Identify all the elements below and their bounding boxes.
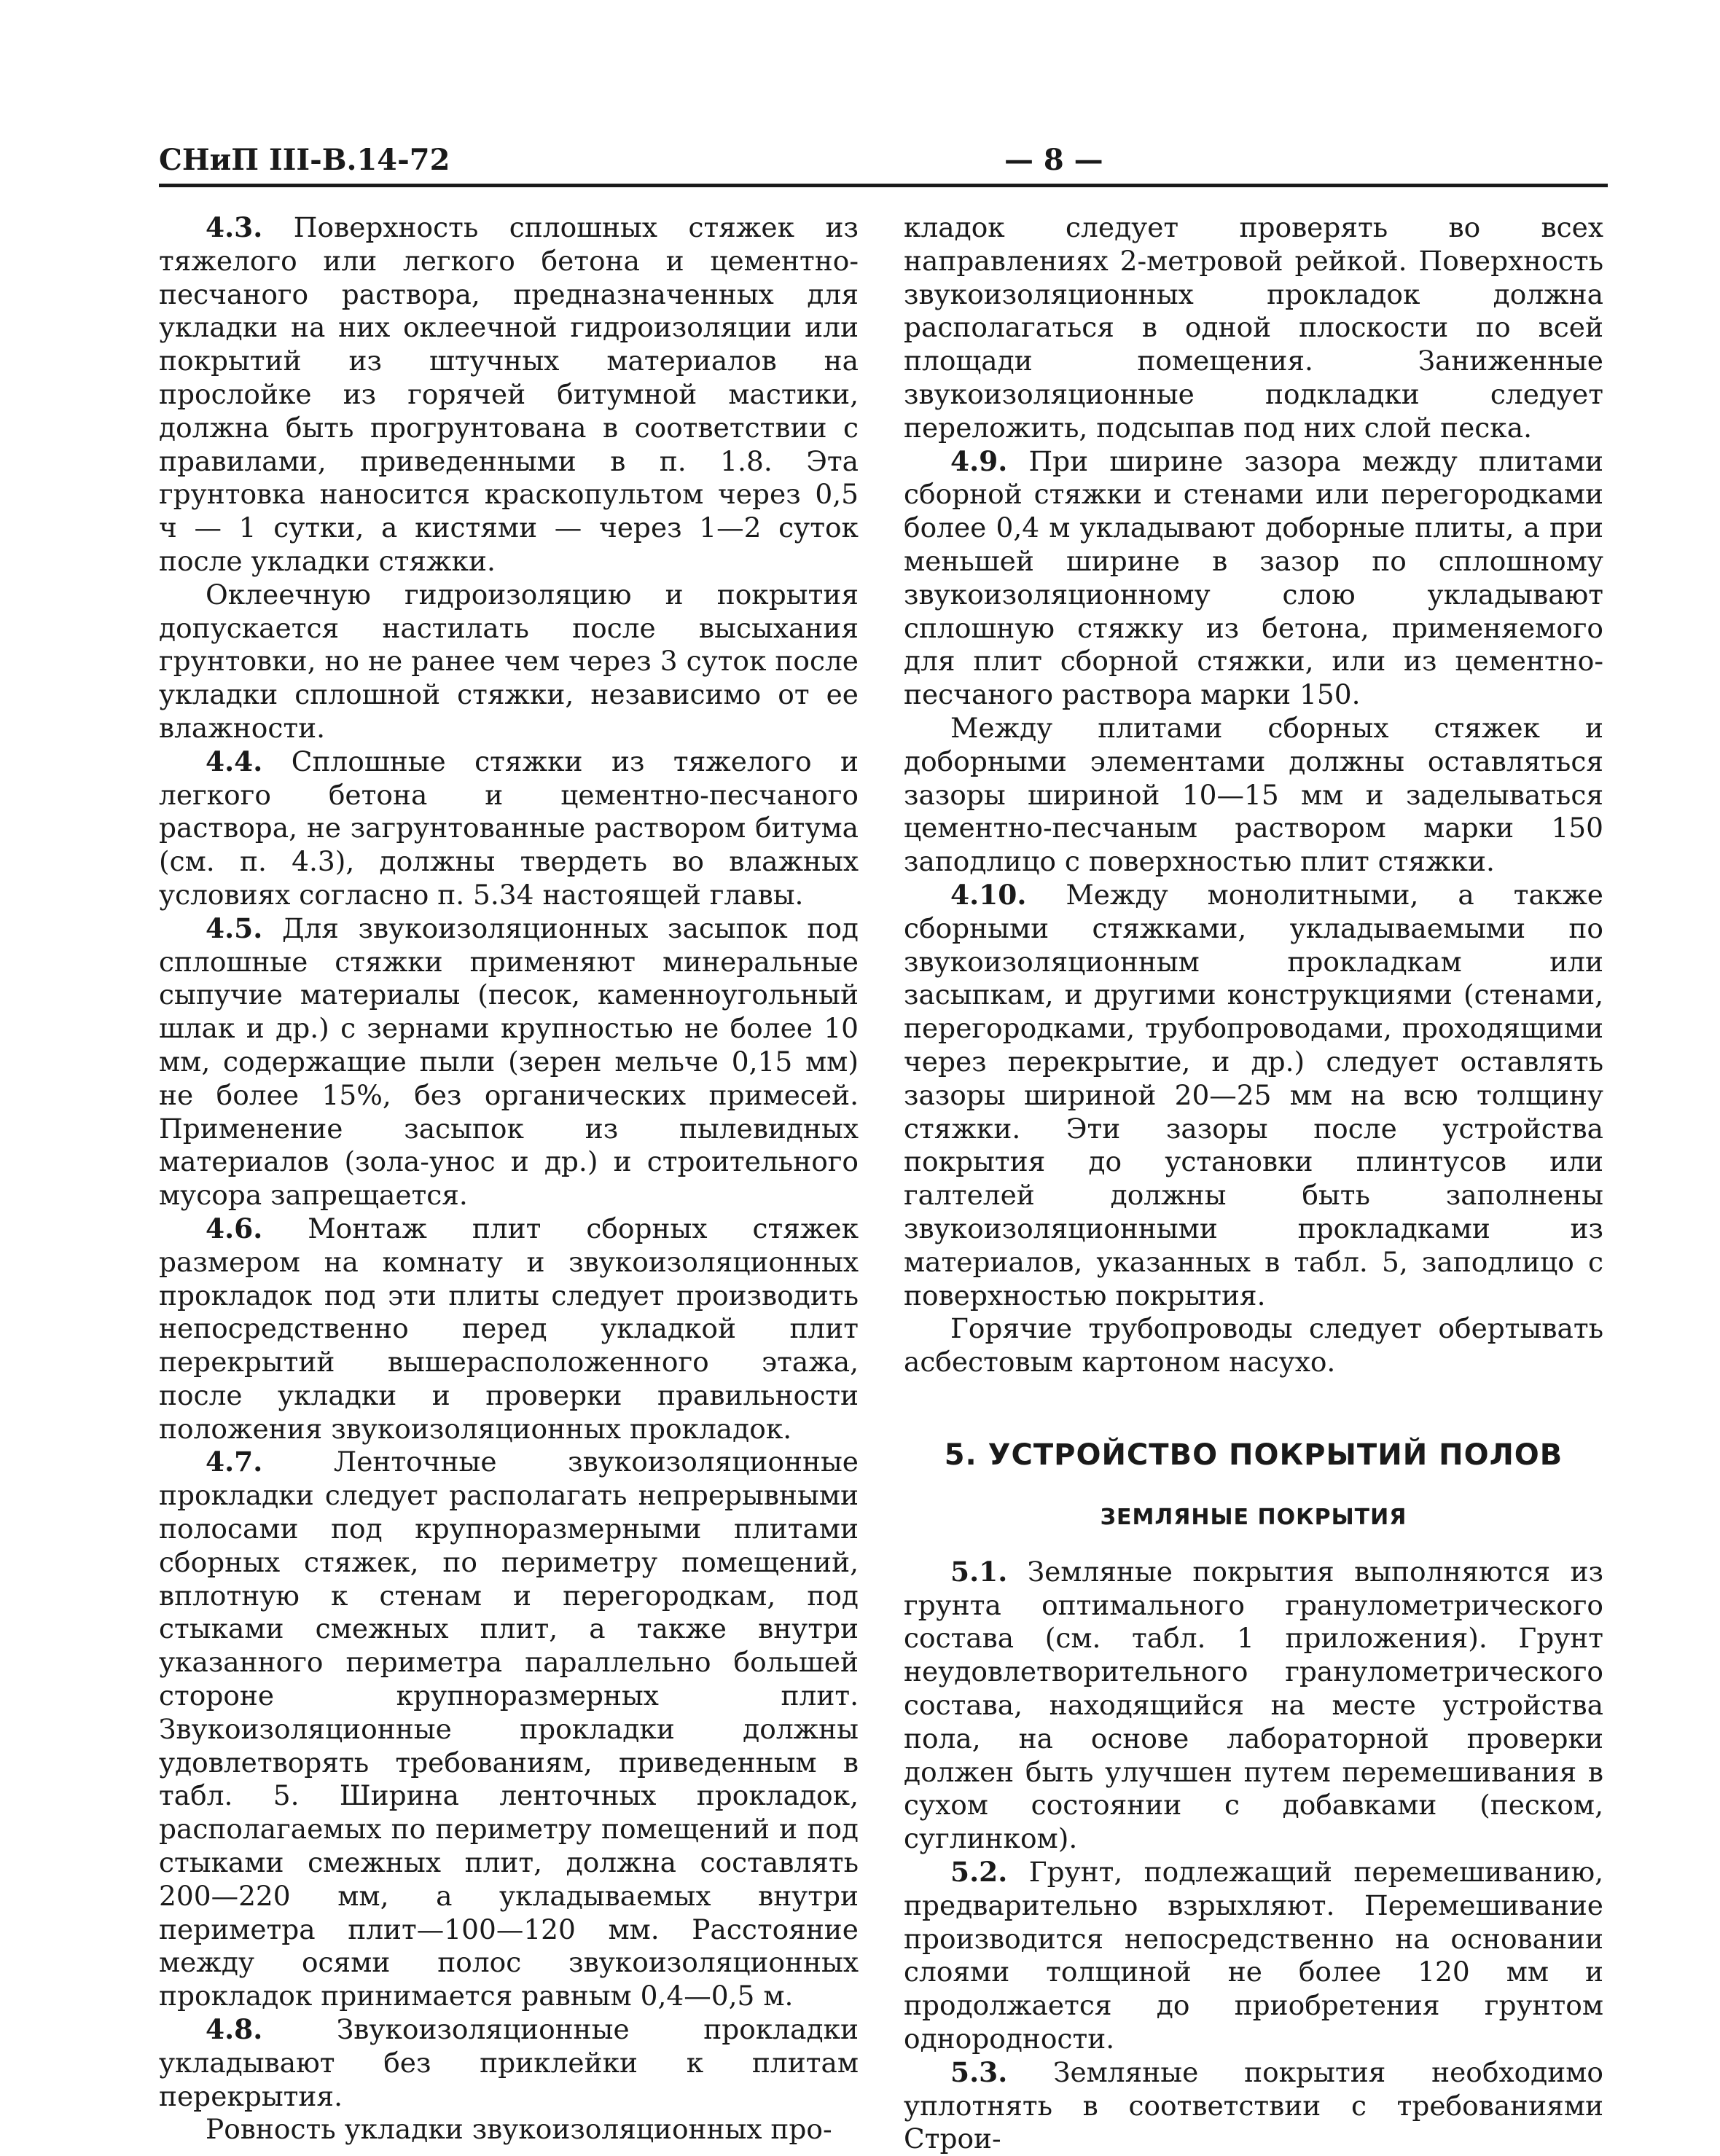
paragraph-text: При ширине зазора между плитами сборной стяжки и стенами или перегородками более 0,4 м укладывают доборные плиты, а при меньшей ширине в зазор по сплошному звукоизоляционному слою укладывают сплошную стяжку из бетона, применяемого для плит сборной стяжки, или из цементно-песчаного раствора марки 150. — [904, 444, 1604, 711]
paragraph — [904, 712, 1603, 879]
paragraph — [159, 579, 859, 745]
clause-number: 4.7. — [206, 1446, 263, 1478]
paragraph-text: Горячие трубопроводы следует обертывать асбестовым картоном насухо. — [904, 1312, 1603, 1379]
clause-number: 4.9. — [950, 444, 1008, 477]
right-column — [904, 211, 1603, 2156]
paragraph — [159, 211, 859, 579]
document-code: СНиП III-В.14-72 — [159, 143, 450, 177]
paragraph-text: Сплошные стяжки из тяжелого и легкого бетона и цементно-песчаного раствора, не загрунтованные раствором битума (см. п. 4.3), должны твердеть во влажных условиях согласно п. 5.34 настоящей главы. — [159, 745, 859, 911]
paragraph — [159, 912, 859, 1212]
clause-number: 4.10. — [950, 878, 1027, 911]
paragraph-text: Поверхность сплошных стяжек из тяжелого или легкого бетона и цементно-песчаного раствора, предназначенных для укладки на них оклеечной гидроизоляции или покрытий из штучных материалов на прослойке из горячей битумной мастики, должна быть прогрунтована в соответствии с правилами, приведенными в п. 1.8. Эта грунтовка наносится краскопультом через 0,5 ч — 1 сутки, а кистями — через 1—2 суток после укладки стяжки. — [159, 211, 859, 577]
paragraph-text: Между плитами сборных стяжек и доборными элементами должны оставляться зазоры шириной 10—15 мм и заделываться цементно-песчаным раствором марки 150 заподлицо с поверхностью плит стяжки. — [904, 711, 1603, 878]
paragraph-text: Для звукоизоляционных засыпок под сплошные стяжки применяют минеральные сыпучие материалы (песок, каменноугольный шлак и др.) с зернами крупностью не более 10 мм, содержащие пыли (зерен мельче 0,15 мм) не более 15%, без органических примесей. Применение засыпок из пылевидных материалов (зола-унос и др.) и строительного мусора запрещается. — [159, 912, 859, 1212]
paragraph — [159, 745, 859, 912]
right-column-bottom — [904, 1556, 1603, 2156]
paragraph — [904, 2056, 1603, 2156]
left-column — [159, 211, 859, 2147]
paragraph — [159, 2013, 859, 2113]
paragraph-text: Грунт, подлежащий перемешиванию, предварительно взрыхляют. Перемешивание производится непосредственно на основании слоями толщиной не более 120 мм и продолжается до приобретения грунтом однородности. — [904, 1856, 1604, 2055]
clause-number: 4.6. — [206, 1212, 263, 1244]
paragraph — [159, 2113, 859, 2147]
paragraph — [159, 1446, 859, 2013]
paragraph — [904, 1856, 1603, 2056]
section-subtitle: ЗЕМЛЯНЫЕ ПОКРЫТИЯ — [1100, 1504, 1407, 1530]
paragraph — [904, 211, 1603, 445]
right-column-top — [904, 211, 1603, 1379]
clause-number: 4.5. — [206, 912, 263, 944]
paragraph-text: Звукоизоляционные прокладки укладывают без приклейки к плитам перекрытия. — [159, 2013, 859, 2112]
paragraph-text: Ленточные звукоизоляционные прокладки следует располагать непрерывными полосами под крупноразмерными плитами сборных стяжек, по периметру помещений, вплотную к стенам и перегородкам, под стыками смежных плит, а также внутри указанного периметра параллельно большей стороне крупноразмерных плит. Звукоизоляционные прокладки должны удовлетворять требованиям, приведенным в табл. 5. Ширина ленточных прокладок, располагаемых по периметру помещений и под стыками смежных плит, должна составлять 200—220 мм, а укладываемых внутри периметра плит—100—120 мм. Расстояние между осями полос звукоизоляционных прокладок принимается равным 0,4—0,5 м. — [159, 1446, 859, 2012]
paragraph-text: Оклеечную гидроизоляцию и покрытия допускается настилать после высыхания грунтовки, но не ранее чем через 3 суток после укладки сплошной стяжки, независимо от ее влажности. — [159, 578, 859, 744]
paragraph — [904, 1556, 1603, 1856]
paragraph — [159, 1212, 859, 1446]
page-number: — 8 — — [1004, 143, 1103, 177]
clause-number: 4.8. — [206, 2013, 263, 2046]
paragraph — [904, 445, 1603, 712]
paragraph-text: Земляные покрытия выполняются из грунта оптимального гранулометрического состава (см. табл. 1 приложения). Грунт неудовлетворительного гранулометрического состава, находящийся на месте устройства пола, на основе лабораторной проверки должен быть улучшен путем перемешивания в сухом состоянии с добавками (песком, суглинком). — [904, 1555, 1604, 1855]
paragraph — [904, 1312, 1603, 1379]
clause-number: 4.4. — [206, 745, 263, 777]
clause-number: 5.1. — [950, 1555, 1008, 1588]
paragraph-text: Ровность укладки звукоизоляционных про- — [206, 2113, 832, 2146]
paragraph-text: Монтаж плит сборных стяжек размером на комнату и звукоизоляционных прокладок под эти плиты следует производить непосредственно перед укладкой плит перекрытий вышерасположенного этажа, после укладки и проверки правильности положения звукоизоляционных прокладок. — [159, 1212, 859, 1445]
paragraph-text: Земляные покрытия необходимо уплотнять в соответствии с требованиями Строи- — [904, 2055, 1604, 2155]
clause-number: 5.3. — [950, 2055, 1008, 2088]
section-title: 5. УСТРОЙСТВО ПОКРЫТИЙ ПОЛОВ — [944, 1438, 1563, 1472]
clause-number: 5.2. — [950, 1856, 1008, 1889]
paragraph-text: кладок следует проверять во всех направлениях 2-метровой рейкой. Поверхность звукоизоляционных прокладок должна располагаться в одной плоскости по всей площади помещения. Заниженные звукоизоляционные подкладки следует переложить, подсыпав под них слой песка. — [904, 211, 1603, 444]
page-header — [159, 143, 1608, 187]
clause-number: 4.3. — [206, 211, 263, 243]
paragraph — [904, 879, 1603, 1312]
paragraph-text: Между монолитными, а также сборными стяжками, укладываемыми по звукоизоляционным прокладкам или засыпкам, и другими конструкциями (стенами, перегородками, трубопроводами, проходящими через перекрытие, и др.) следует оставлять зазоры шириной 20—25 мм на всю толщину стяжки. Эти зазоры после устройства покрытия до установки плинтусов или галтелей должны быть заполнены звукоизоляционными прокладками из материалов, указанных в табл. 5, заподлицо с поверхностью покрытия. — [904, 878, 1604, 1312]
